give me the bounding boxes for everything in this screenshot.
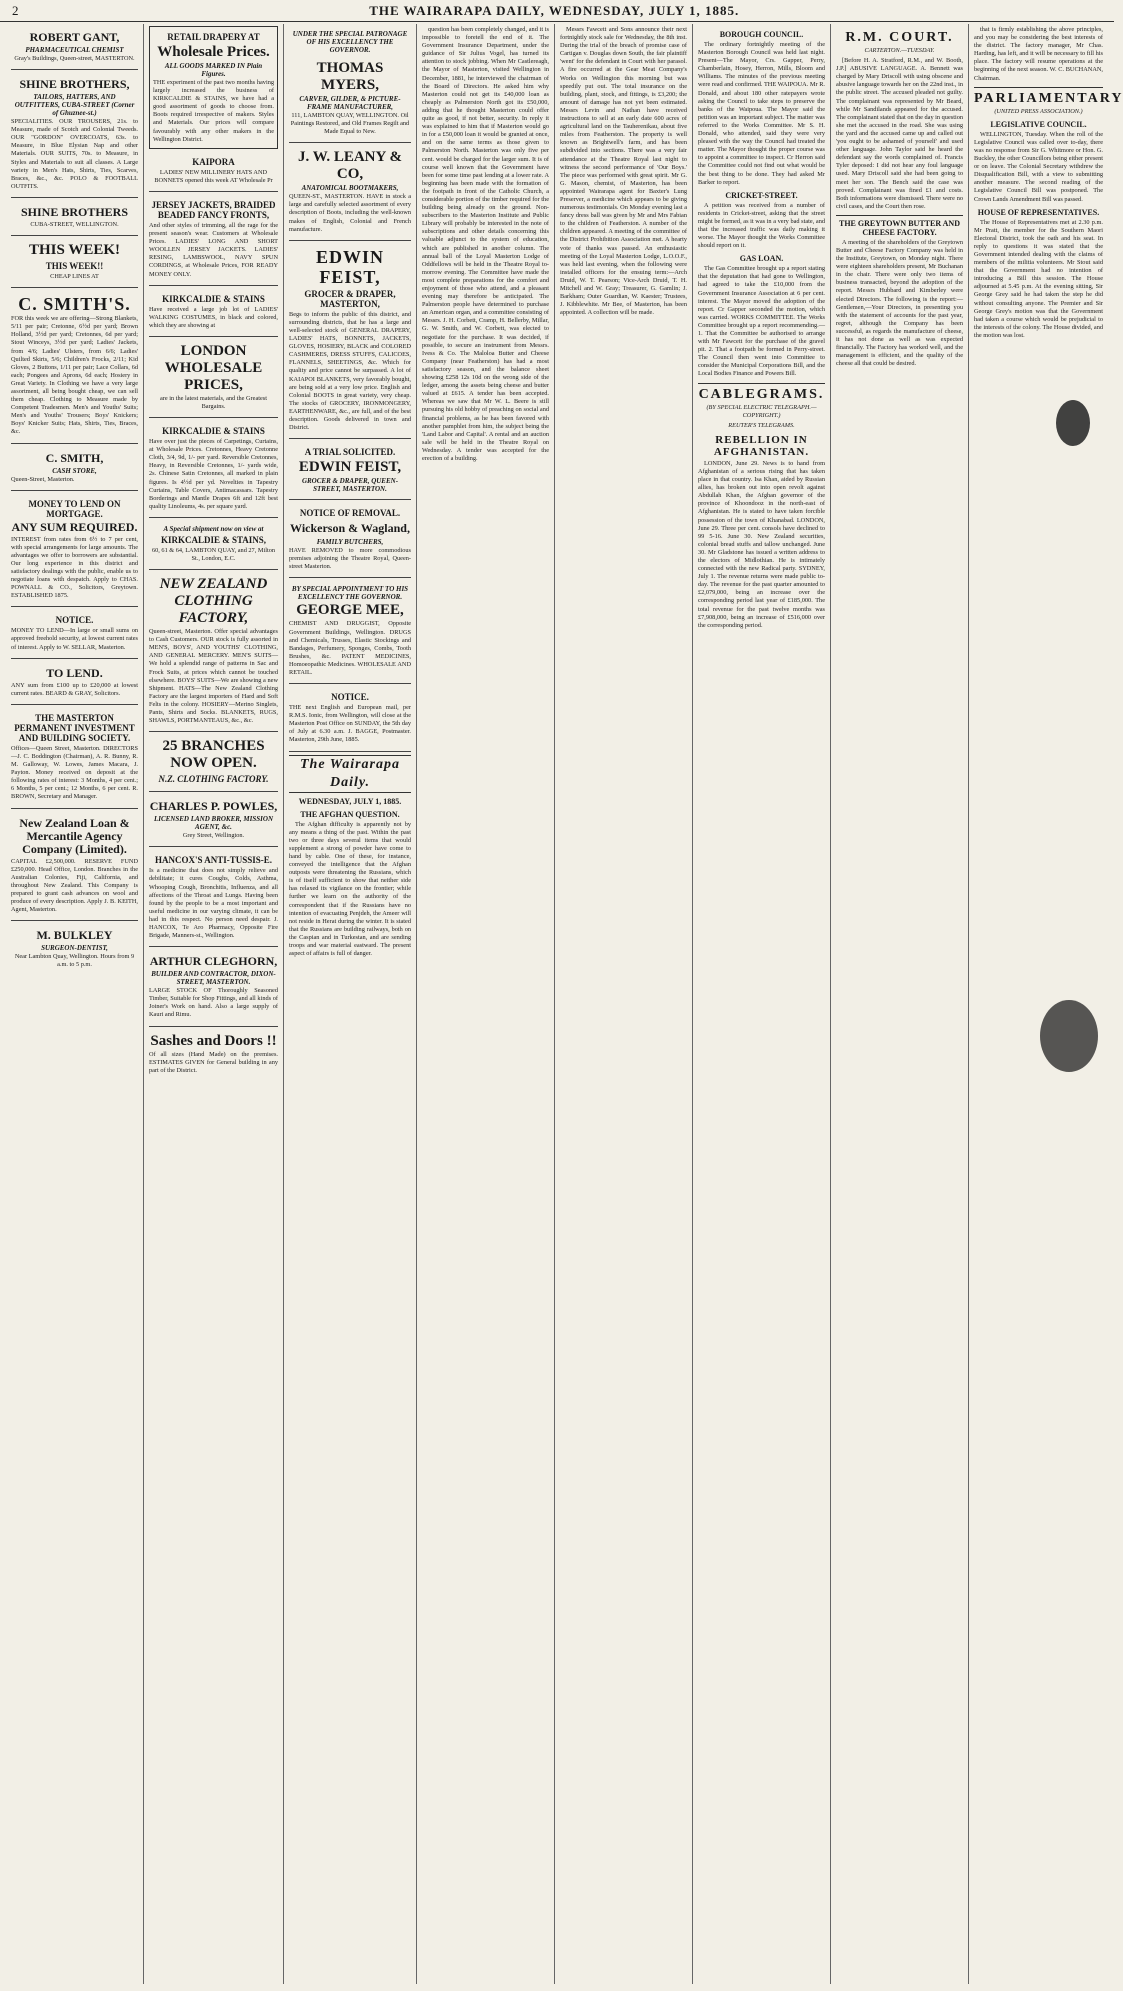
ad-heading: SHINE BROTHERS	[20, 204, 129, 219]
ad-subheading: BY SPECIAL APPOINTMENT TO HIS EXCELLENCY THE GOVERNOR.	[291, 585, 409, 602]
ad-c-smith-cash-store	[11, 447, 138, 491]
ad-body: ANY sum from £100 up to £20,000 at lowest current rates. BEARD & GRAY, Solicitors.	[11, 681, 138, 697]
ad-carpetings	[149, 421, 278, 518]
ad-heading: EDWIN FEIST,	[298, 459, 402, 476]
ad-body: Have over just the pieces of Carpetings, Curtains, at Wholesale Prices. Cretonnes, Heavy Cretonne Cloth, 3/4, 9d, 1/- per yard. Reversible Cretonnes, Heavy, in Reversible Cretonnes, 1/- yards wide, 2s. Chinese Satin Cretonnes, all marked in plain figures. Is 4½d per yd. Novelties in Tapestry Curtains, Table Covers, Antimacassars. Tapestry Borderings and Mantle Drapes 6ft and 12ft best quality Linoleums, 4s. per square yard.	[149, 438, 278, 510]
ad-body: HAVE REMOVED to more commodious premises adjoining the Theatre Royal, Queen-street Masterton.	[289, 547, 411, 571]
ad-sashes-doors	[149, 1030, 278, 1081]
ad-thomas-myers	[289, 57, 411, 143]
cablegrams-subtitle: (BY SPECIAL ELECTRIC TELEGRAPH.—COPYRIGHT.)	[706, 403, 817, 419]
column-8-parliamentary	[969, 24, 1123, 1984]
ad-heading: 25 BRANCHES NOW OPEN.	[162, 738, 265, 772]
ad-body: SPECIALITIES. OUR TROUSERS, 21s. to Measure, made of Scotch and Colonial Tweeds. OUR "GORDON" OVERCOATS, 63s. to Measure, in Blue Elysian Nap and other Materials. OUR SUITS, 70s. to Measure, in Styles and Materials to suit all classes. A Large variety in Men's Hats, Shirts, Ties, Scarves, Braces, &c., &c. POLO & FOOTBALL OUTFITS.	[11, 118, 138, 190]
column-6-council	[693, 24, 831, 1984]
ad-subheading: A TRIAL SOLICITED.	[304, 447, 396, 458]
ad-body: 60, 61 & 64, LAMBTON QUAY, and 27, Milton St., London, E.C.	[151, 546, 276, 562]
ad-heading: HANCOX'S ANTI-TUSSIS-E.	[154, 855, 273, 866]
masthead-title: THE WAIRARAPA DAILY, WEDNESDAY, JULY 1, 1885.	[369, 2, 740, 18]
ad-robert-gant	[11, 26, 138, 70]
ad-body: Have received a large job lot of LADIES' WALKING COSTUMES, in black and colored, which they are showing at	[149, 305, 278, 329]
ad-subheading: UNDER THE SPECIAL PATRONAGE OF HIS EXCELLENCY THE GOVERNOR.	[292, 30, 408, 54]
ad-arthur-cleghorn	[149, 950, 278, 1026]
article-heading: THE GREYTOWN BUTTER AND CHEESE FACTORY.	[836, 215, 963, 237]
ad-subheading: Wholesale Prices.	[157, 44, 270, 60]
ad-body: Offices—Queen Street, Masterton. DIRECTORS—J. C. Boddington (Chairman), A. R. Bunny, R. M. Galloway, W. Lowes, James Macara, J. Payton. Money received on deposit at the following rates of interest: 3 Months, 4 per cent.; 6 Months, 5 per cent.; 12 Months, 6 per cent. R. BROWN, Secretary and Manager.	[11, 744, 138, 801]
ad-heading: KIRKCALDIE & STAINS	[162, 426, 265, 437]
ad-nz-clothing-factory	[149, 573, 278, 732]
ad-body: INTEREST from rates from 6½ to 7 per cent, with special arrangements for large amounts. The advantages we offer to borrowers are substantial. Our long experience in this district and satisfactory dealings with the public, enable us to negotiate loans with despatch. Apply to CHAS. POWNALL & CO., Solicitors, Greytown. ESTABLISHED 1875.	[11, 535, 138, 600]
ad-body: QUEEN-ST., MASTERTON. HAVE in stock a large and carefully selected assortment of every description of Boots, including the well-known makes of English, Colonial and French manufacture.	[289, 193, 411, 233]
ad-heading: JERSEY JACKETS, BRAIDED BEADED FANCY FRONTS,	[151, 199, 276, 220]
ad-heading: ARTHUR CLEGHORN,	[149, 954, 278, 969]
ad-subheading: PHARMACEUTICAL CHEMIST	[25, 46, 124, 54]
article-heading: R.M. COURT.	[845, 30, 954, 45]
ad-this-week	[11, 239, 138, 288]
ad-heading: M. BULKLEY	[36, 928, 113, 943]
ad-heading: NOTICE.	[331, 692, 369, 703]
ad-body: Of all sizes (Hand Made) on the premises. ESTIMATES GIVEN for General building in any part of the District.	[149, 1050, 278, 1074]
ad-body: 111, LAMBTON QUAY, WELLINGTON. Oil Paintings Restored, and Old Frames Regilt and Made Equal to New.	[290, 112, 410, 136]
ad-subheading: FAMILY BUTCHERS,	[316, 538, 384, 547]
ad-heading: J. W. LEANY & CO,	[297, 149, 403, 183]
ad-subheading: N.Z. CLOTHING FACTORY.	[158, 774, 269, 785]
ad-heading: KIRKCALDIE & STAINS	[162, 293, 265, 304]
column-2-advertisements	[144, 24, 284, 1984]
ad-nz-loan-mercantile	[11, 812, 138, 922]
cablegrams-title: CABLEGRAMS.	[698, 383, 825, 402]
article-heading: BOROUGH COUNCIL.	[719, 30, 804, 39]
masthead	[0, 0, 1114, 22]
ad-heading: SHINE BROTHERS,	[19, 77, 130, 92]
ad-leany-co	[289, 146, 411, 240]
ad-body: CHEMIST AND DRUGGIST, Opposite Government Buildings, Wellington. DRUGS and Chemicals, Trusses, Elastic Stockings and Bandages, Perfumery, Sponges, Combs, Tooth Brushes, &c. PATENT MEDICINES, Homoeopathic Medicines. WHOLESALE AND RETAIL.	[289, 620, 411, 676]
ad-walking-costumes	[149, 289, 278, 337]
article-subheading: CARTERTON.—TUESDAY.	[864, 47, 935, 54]
article-body: The House of Representatives met at 2.30 p.m. Mr Pratt, the member for the Southern Maori Electoral District, took the oath and his seat. In reply to questions it was stated that the Government intended dealing with the claims of members of the militia volunteers. Mr Stout said that the Government had no intention of introducing a Bill this session. The House adjourned at 5.45 p.m. At the evening sitting, Sir George Grey said he had taken the step he did without consulting anyone. The Premier and Sir George Grey's motion was that the Government had taken a course which would be prejudicial to the interests of the colony. The House divided, and the motion was lost.	[974, 218, 1103, 339]
ad-retail-drapery	[149, 26, 278, 149]
ad-george-mee	[289, 581, 411, 684]
ad-subheading: GROCER & DRAPER, QUEEN-STREET, MASTERTON.	[301, 477, 399, 494]
ad-subheading: CARVER, GILDER, & PICTURE-FRAME MANUFACTURER,	[299, 95, 401, 111]
ad-body: THE next English and European mail, per R.M.S. Ionic, from Wellington, will close at the Masterton Post Office on SUNDAY, the 5th day of July at 6.30 a.m. J. BAGGE, Postmaster. Masterton, 29th June, 1885.	[289, 704, 411, 744]
column-5-local-news	[555, 24, 693, 1984]
ad-hancox	[149, 850, 278, 947]
column-7-court	[831, 24, 969, 1984]
ad-heading: MONEY TO LEND ON MORTGAGE.	[28, 498, 121, 519]
ad-body: Gray's Buildings, Queen-street, MASTERTON.	[14, 55, 135, 62]
article-body: The ordinary fortnightly meeting of the Masterton Borough Council was held last night. Present—The Mayor, Crs. Gapper, Perry, Chamberlain, Hosey, Herron, Mills, Bloom and Williams. The minutes of the previous meeting were read and confirmed. THE WAIPOUA. Mr R. Donald, and about 180 other ratepayers wrote asking the Council to take steps to preserve the banks of the Waipoua. The Mayor said the petition was an important subject. The matter was referred to the Works Committee. Mr S. H. Donald, who attended, said they were very pleased with the way the Council had treated the matter. The Mayor thought the proper course was to appoint a committee to inspect. Cr Herron said the Committee could not find out what would be the best thing to be done. They had asked Mr Barker to report.	[698, 41, 825, 186]
ad-kaipora	[149, 152, 278, 192]
ad-body: LADIES' NEW MILLINERY HATS AND BONNETS opened this week AT Wholesale Pr	[154, 168, 273, 184]
ad-patronage	[289, 26, 411, 54]
ad-25-branches	[149, 735, 278, 792]
ad-body: Near Lambton Quay, Wellington. Hours from 9 a.m. to 5 p.m.	[14, 953, 135, 969]
ad-special-shipment	[149, 521, 278, 570]
cablegrams-heading: REBELLION IN AFGHANISTAN.	[713, 433, 810, 458]
ad-heading: THE MASTERTON PERMANENT INVESTMENT AND BUILDING SOCIETY.	[14, 712, 135, 743]
ad-money-to-lend	[11, 494, 138, 608]
ad-subheading: A Special shipment now on view at	[163, 524, 264, 533]
ad-to-lend	[11, 662, 138, 705]
ad-heading: THIS WEEK!	[28, 242, 120, 259]
article-body: The Gas Committee brought up a report stating that the deputation that had gone to Wellington, had agreed to take the £10,000 from the Government Insurance Association at 6 per cent. interest. The Mayor moved the adoption of the report. Cr Gapper seconded the motion, which was carried. WORKS COMMITTEE. The Works Committee brought up a report recommending.—1. That the Committee be authorised to arrange with Mr Fawcett for the purchase of the gravel pit. 2. That a footpath be formed in Perry-street. The Council then went into Committee to consider the Municipal Corporations Bill, and the Local Bodies Finance and Powers Bill.	[698, 265, 825, 378]
ad-mail-notice	[289, 687, 411, 751]
ad-heading: EDWIN FEIST,	[315, 246, 384, 287]
ad-body: CHEAP LINES AT	[50, 273, 99, 281]
column-1-advertisements	[6, 24, 144, 1984]
columns	[6, 24, 1123, 1984]
article-body: Messrs Fawcett and Sons announce their next fortnightly stock sale for Wednesday, the 8th inst. During the trial of the breach of promise case of Cartigan v. Douglas down South, the fair plaintiff 'went' for the defendant in Court with her parasol. A fire occurred at the Gear Meat Company's Works on Wellington this morning but was speedily put out. The total insurance on the building, plant, stock, and fittings, is £3,200; the amount of damage has not yet been estimated. Messrs Levin and Nathan have received instructions to sell at an early date 600 acres of agricultural land on the Tauherenikau, about five miles from Featherston. The property is well known as Brightwell's farm, and has been subdivided into sections. There was a very fair attendance at the Theatre Royal last night to witness the second performance of 'Our Boys.' The piece was performed with great spirit. Mr G. G. Mason, chemist, of Masterton, has been appointed Wairarapa agent for Baxter's Lung Preserver, a medicine which appears to be giving numerous testimonials. On Monday evening last a fancy dress ball was given by Mr and Mrs Fabian to the children of Featherston. A number of the children appeared. A meeting of the committee of the District Prohibition Association met. A hearty vote of thanks was passed. An enthusiastic meeting of the Loyal Masterton Lodge, L.O.O.F., was held last evening, when the following were installed officers for the ensuing term:—Arch Druid, W. T. Pearson; Vice-Arch Druid, T. H. Mitchell and W. Gray; Treasurer, G. Gamlin; J. Barkham; Outer Guardian, W. Kaester; Trustees, J. Kibblewhite. Mr Bee, of Masterton, has been appointed. A collection will be made.	[560, 26, 687, 317]
ad-wickerson-wagland	[289, 503, 411, 578]
ink-blot-mark	[1040, 1000, 1098, 1072]
newspaper-title: The Wairarapa Daily.	[289, 755, 411, 793]
ad-heading: NOTICE.	[55, 615, 94, 626]
ad-heading: Sashes and Doors !!	[150, 1032, 277, 1049]
ad-subheading: NOTICE OF REMOVAL.	[299, 508, 401, 519]
column-3	[284, 24, 417, 1984]
editorial-heading: THE AFGHAN QUESTION.	[300, 809, 400, 819]
article-heading: HOUSE OF REPRESENTATIVES.	[977, 207, 1100, 217]
ad-body: Queen-Street, Masterton.	[11, 475, 75, 483]
page-number: 2	[12, 2, 19, 18]
ad-london-wholesale	[149, 340, 278, 418]
ad-heading: RETAIL DRAPERY AT	[167, 32, 260, 42]
article-body: WELLINGTON, Tuesday. When the roll of the Legislative Council was called over to-day, there was no response from Sir G. Whitmore or Hon. G. Buckley, the other Councillors being either present or on leave. The Colonial Secretary withdrew the Disqualification Bill, with a view to submitting another measure. The second reading of the Legislative Council Bill was postponed. The Crown Lands Amendment Bill was passed.	[974, 130, 1103, 203]
ad-subheading: ANATOMICAL BOOTMAKERS,	[301, 184, 399, 193]
ad-building-society	[11, 708, 138, 809]
ad-heading: TO LEND.	[46, 665, 103, 680]
ad-charles-powles	[149, 795, 278, 847]
ad-subheading: ANY SUM REQUIRED.	[11, 519, 138, 534]
ad-body: Queen-street, Masterton. Offer special advantages to Cash Customers. OUR stock is fully assorted in MEN'S, BOYS', AND YOUTHS' CLOTHING, AND GENERAL MERCERY. MEN'S SUITS—We hold a splendid range of patterns in Sac and Frock Suits, at prices which cannot be touched elsewhere. BOYS' SUITS—We are showing a new Shipment. HATS—The New Zealand Clothing Factory are the largest importers of Hard and Soft Felts in the colony. HOSIERY—Merino Singlets, Pants, Shirts and Socks. BLANKETS, RUGS, SHAWLS, PORTMANTEAUS, &c., &c.	[149, 628, 278, 725]
ad-body: are in the latest materials, and the Greatest Bargains.	[159, 394, 267, 410]
ad-heading: C. SMITH,	[45, 450, 104, 465]
ad-edwin-feist-trial	[289, 442, 411, 500]
ad-shine-brothers-2	[11, 201, 138, 236]
ad-heading: KAIPORA	[192, 156, 235, 167]
parliamentary-title: PARLIAMENTARY	[974, 87, 1103, 106]
ad-body: Begs to inform the public of this district, and surrounding districts, that he has a large and well-selected stock of GENERAL DRAPERY, LADIES' HATS, BONNETS, JACKETS, GLOVES, HOSIERY, BLACK and COLORED CASHMERES, DRESS STUFFS, CALICOES, FLANNELS, SHEETINGS, &c. Which for quality and price cannot be surpassed. A lot of KAIAPOI BLANKETS, very favorably bought, are being sold at a very low price. English and Colonial BOOTS in great variety, very cheap. The stocks of GROCERY, IRONMONGERY, EARTHENWARE, &c., are full, and of the best description. Goods delivered in town and District.	[289, 310, 411, 432]
ad-heading: C. SMITH'S.	[18, 294, 131, 315]
ad-subheading: CASH STORE,	[52, 466, 97, 475]
article-body: [Before H. A. Stratford, R.M., and W. Booth, J.P.] ABUSIVE LANGUAGE. A. Bennett was charged by Mary Driscoll with using obscene and abusive language towards her on the 22nd inst., in the public street. The accused pleaded not guilty. The complainant was represented by Mr Beard, while Mr Sandilands appeared for the accused. The complainant stated that on the day in question she met the accused in the road. She was using the yard and the accused came up and called out 'you ought to be ashamed of yourself' and used other language. John Taylor said he heard the defendant say the words complained of. Francis Tyler deposed: I did not hear any foul language used. Mary Driscoll said she had been going to meet her son. The Bench said the case was proved. Complainant was fined £1 and costs. Both informations were dismissed. There were no civil cases, and the Court then rose.	[836, 57, 963, 210]
editorial-date: WEDNESDAY, JULY 1, 1885.	[298, 796, 402, 806]
article-body: question has been completely changed, and it is impossible to foretell the end of it. The Government Insurance Department, under the guidance of Sir Julius Vogel, has turned its attention to stock jobbing. When Mr Castlereagh, the Mayor of Masterton, visited Wellington in December, 1881, he interviewed the chairman of the Board of Directors. He asked him why Masterton could not get its £40,000 loan as cheaply as Palmerston North got its £50,000, adding that he thought Masterton could offer quite as good, if not better, security. In reply it was explained to him that if Masterton would go in for a £50,000 loan it would be granted at once, and on the same terms as those given to Palmerston North. Masterton was only five per cent. would be charged for the larger sum. It is of course well known that the Government have been for some time past lending at a lower rate. A beginning has been made with the formation of the footpath in front of the Catholic Church, a considerable portion of the timber required for the building being already on the ground. Non-subscribers to the Masterton Institute and Public Library will probably be interested in the note of subscriptions and other details concerning this valuable adjunct to the system of education, which are published in another column. The annual ball of the Loyal Masterton Lodge of Oddfellows will be held in the Theatre Royal to-morrow evening. The Committee have made the most complete preparations for the comfort and enjoyment of those who attend, and a pleasant evening may therefore be anticipated. The Palmerston people have determined to purchase an American organ, and a committee consisting of Messrs. J. H. Corbett, Cramp, H. Bellerby, Millar, G. W. Smith, and W. Corbett, was elected to negotiate for the purchase. It was decided, if possible, to secure an instrument from Messrs. Ivess & Co. The Maloloa Butter and Cheese Company (near Featherston) has had a most satisfactory season, and the balance sheet showing £258 12s 10d on the wrong side of the ledger, among the assets being cheese and butter valued at £615. A tender has been accepted. Whereas we saw that Mr W. L. Beere is still pursuing his old hobby of preaching on social and financial problems, as he has been favored with another pamphlet from him, the subject being the 'Land Labor and Capital'. A rental and an auction sale will be held in the Theatre Royal on Wednesday. A tender was accepted for the erection of a building.	[422, 26, 549, 462]
article-body: that is firmly establishing the above principles, and you may be considering the best interests of the district. The factory manager, Mr Chas. Harding, has left, and it will be necessary to fill his place. The factory will resume operations at the beginning of the next season. W. C. BUCHANAN, Chairman.	[974, 26, 1103, 82]
ink-blot-mark	[1056, 400, 1090, 446]
ad-heading: NEW ZEALAND CLOTHING FACTORY,	[159, 576, 268, 627]
ad-heading: KIRKCALDIE & STAINS,	[160, 534, 267, 545]
ad-body: FOR this week we are offering—Strong Blankets, 5/11 per pair; Cretonne, 6½d per yard; Brown Holland, 3½d per yard; Cretonnes, 6d per yard; Stout Winceys, 3½d per yard; Ladies' Jackets, from 4/6; Ladies' Ulsters, from 6/6; Ladies' Quilted Skirts, 5/6; Children's Frocks, 2/11; Kid Gloves, 2 Buttons, 1/11 per pair; Lace Collars, 6d each; Pongees and Aprons, 6d each; Hosiery in Great Variety. In Clothing we have a very large assortment, all being bought cheap, we can sell them cheap. Clothing to Measure made by Competent Tradesmen. Men's and Youths' Suits; Men's and Youths' Trousers; Boys' Knickers; Boys' Knicker Suits; Hats, Shirts, Ties, Braces, &c.	[11, 315, 138, 436]
ad-body: THE experiment of the past two months having largely increased the business of KIRKCALDIE & STAINS, we have had a good assortment of goods to choose from. Boots required irrespective of makers. Styles and Materials. Our prices will compare favourably with any other makers in the Wellington District.	[153, 79, 274, 143]
cablegrams-body: LONDON, June 29. News is to hand from Afghanistan of a serious rising that has taken place in that country. Isa Khan, aided by Russian allies, has broken out into open revolt against Abdullah Khan, the Afghan governor of the province of Khoondooz in the north-east of Afghanistan. He is stated to have taken forcible possession of the town of Khanabad. LONDON, June 29. Three per cent. consols have declined to 99 5-16. June 30. New Zealand securities, colonial bread stuffs and tallow unchanged. June 30. Mr Gladstone has issued a written address to the electors of Midlothian. He is intimately connected with the new Radical party. SYDNEY, July 1. The revenue returns were made public to-day. The revenue for the past quarter amounted to £2,079,000, being an increase over the corresponding period last year of £185,000. The total revenue for the past twelve months was £7,908,000, being an increase of £516,000 over the corresponding period.	[698, 459, 825, 629]
ad-jersey-jackets	[149, 195, 278, 286]
ad-c-smiths	[11, 291, 138, 443]
editorial-body: The Afghan difficulty is apparently not by any means a thing of the past. Within the past two or three days several items that would supplement a strong of powder have come to hand by cable. One of these, for instance, conveyed the intelligence that the Afghan outposts were threatening the Russians, which is of itself sufficient to show that neither side has relaxed its vigilance on the frontier; while further we learn on the authority of the correspondent that if the Russians have no intention of evacuating Penjdeh, the Ameer will not reside in Herat during the winter. It is stated that the Russians are building railways, both on the Caspian and in Turkestan, and are sending troops and war material eastward. The present aspect of affairs is full of danger.	[289, 820, 411, 958]
ad-shine-brothers	[11, 73, 138, 198]
ad-heading: New Zealand Loan & Mercantile Agency Company (Limited).	[19, 815, 130, 856]
ad-heading: GEORGE MEE,	[296, 602, 404, 619]
ad-subheading: GROCER & DRAPER, MASTERTON,	[304, 288, 396, 309]
article-subheading: CRICKET-STREET.	[725, 190, 798, 200]
ad-body: Is a medicine that does not simply relieve and debilitate; it cures Coughs, Colds, Asthma, Whooping Cough, Bronchitis, Influenza, and all affections of the Throat and Lungs. Having been found by the people to be a most important and useful medicine in our varying climate, it can be had in this respect. No person need despair. J. HANCOX, Te Aro Pharmacy, Opposite Fire Brigade, Manners-st., Wellington.	[149, 867, 278, 940]
ad-subheading: SURGEON-DENTIST,	[41, 944, 108, 953]
ad-body: CUBA-STREET, WELLINGTON.	[30, 220, 119, 228]
ad-notice-money	[11, 610, 138, 658]
parliamentary-subtitle: (UNITED PRESS ASSOCIATION.)	[994, 107, 1083, 115]
ad-subheading: LICENSED LAND BROKER, MISSION AGENT, &c.	[153, 815, 274, 832]
article-subheading: GAS LOAN.	[739, 254, 784, 264]
ad-heading: CHARLES P. POWLES,	[149, 799, 278, 814]
ad-subheading: THIS WEEK!!	[45, 261, 104, 272]
ad-edwin-feist	[289, 244, 411, 439]
ad-heading: Wickerson & Wagland,	[290, 521, 410, 536]
ad-subheading: BUILDER AND CONTRACTOR, DIXON-STREET, MASTERTON.	[151, 970, 276, 987]
cablegrams-agency: REUTER'S TELEGRAMS.	[728, 421, 795, 429]
ad-heading: THOMAS MYERS,	[316, 60, 384, 93]
article-body: A meeting of the shareholders of the Greytown Butter and Cheese Factory Company was held in the Institute, Greytown, on Monday night. There were eighteen shareholders present, Mr Buchanan in the chair. There were only two items of business transacted, beyond the adoption of the report. Messrs Hubbard and Kimberley were elected Directors. The following is the report:—Gentlemen,—Your Directors, in presenting you with the statement of accounts for the past year, regret, although the Company has been successful, as regards the manufacture of cheese, it has not done as well as was expected financially. The Factory has worked well, and the management is efficient, and the quality of the cheese all that could be desired.	[836, 238, 963, 368]
ad-body: LARGE STOCK OF Thoroughly Seasoned Timber, Suitable for Shop Fittings, and all kinds of Joiner's Work on hand. Also a large supply of Kauri and Rimu.	[149, 987, 278, 1019]
ad-body: And other styles of trimming, all the rage for the present season's wear. Customers at Wholesale Prices. LADIES' LONG AND SHORT WOOLLEN JERSEY JACKETS. LADIES' RESING, LAMBSWOOL, NAVY SPUN CORDINGS, at Wholesale Prices, FOR READY MONEY ONLY.	[149, 221, 278, 278]
ad-body: Grey Street, Wellington.	[182, 832, 245, 840]
ad-heading: ROBERT GANT,	[29, 30, 120, 44]
ad-subheading: ALL GOODS MARKED IN Plain Figures.	[164, 62, 263, 78]
article-body: A petition was received from a number of residents in Cricket-street, asking that the street might be formed, as it was in a very bad state, and that the increased traffic was daily making it worse. The Mayor thought the Works Committee should report on it.	[698, 201, 825, 250]
column-4-local-news	[417, 24, 555, 1984]
article-heading: LEGISLATIVE COUNCIL.	[990, 119, 1087, 129]
ad-bulkley-dentist	[11, 924, 138, 975]
ad-subheading: TAILORS, HATTERS, AND OUTFITTERS, CUBA-STREET (Corner of Ghuznee-st.)	[14, 93, 135, 118]
ad-body: CAPITAL £2,500,000. RESERVE FUND £250,000. Head Office, London. Branches in the Australian Colonies, Fiji, California, and throughout New Zealand. This Company is prepared to grant cash advances on wool and produce of every description. Apply J. B. KEITH, Agent, Masterton.	[11, 857, 138, 914]
ad-heading: LONDON WHOLESALE PRICES,	[164, 342, 263, 393]
ad-body: MONEY TO LEND—In large or small sums on approved freehold security, at lowest current rates of interest. Apply to W. SELLAR, Masterton.	[11, 627, 138, 651]
